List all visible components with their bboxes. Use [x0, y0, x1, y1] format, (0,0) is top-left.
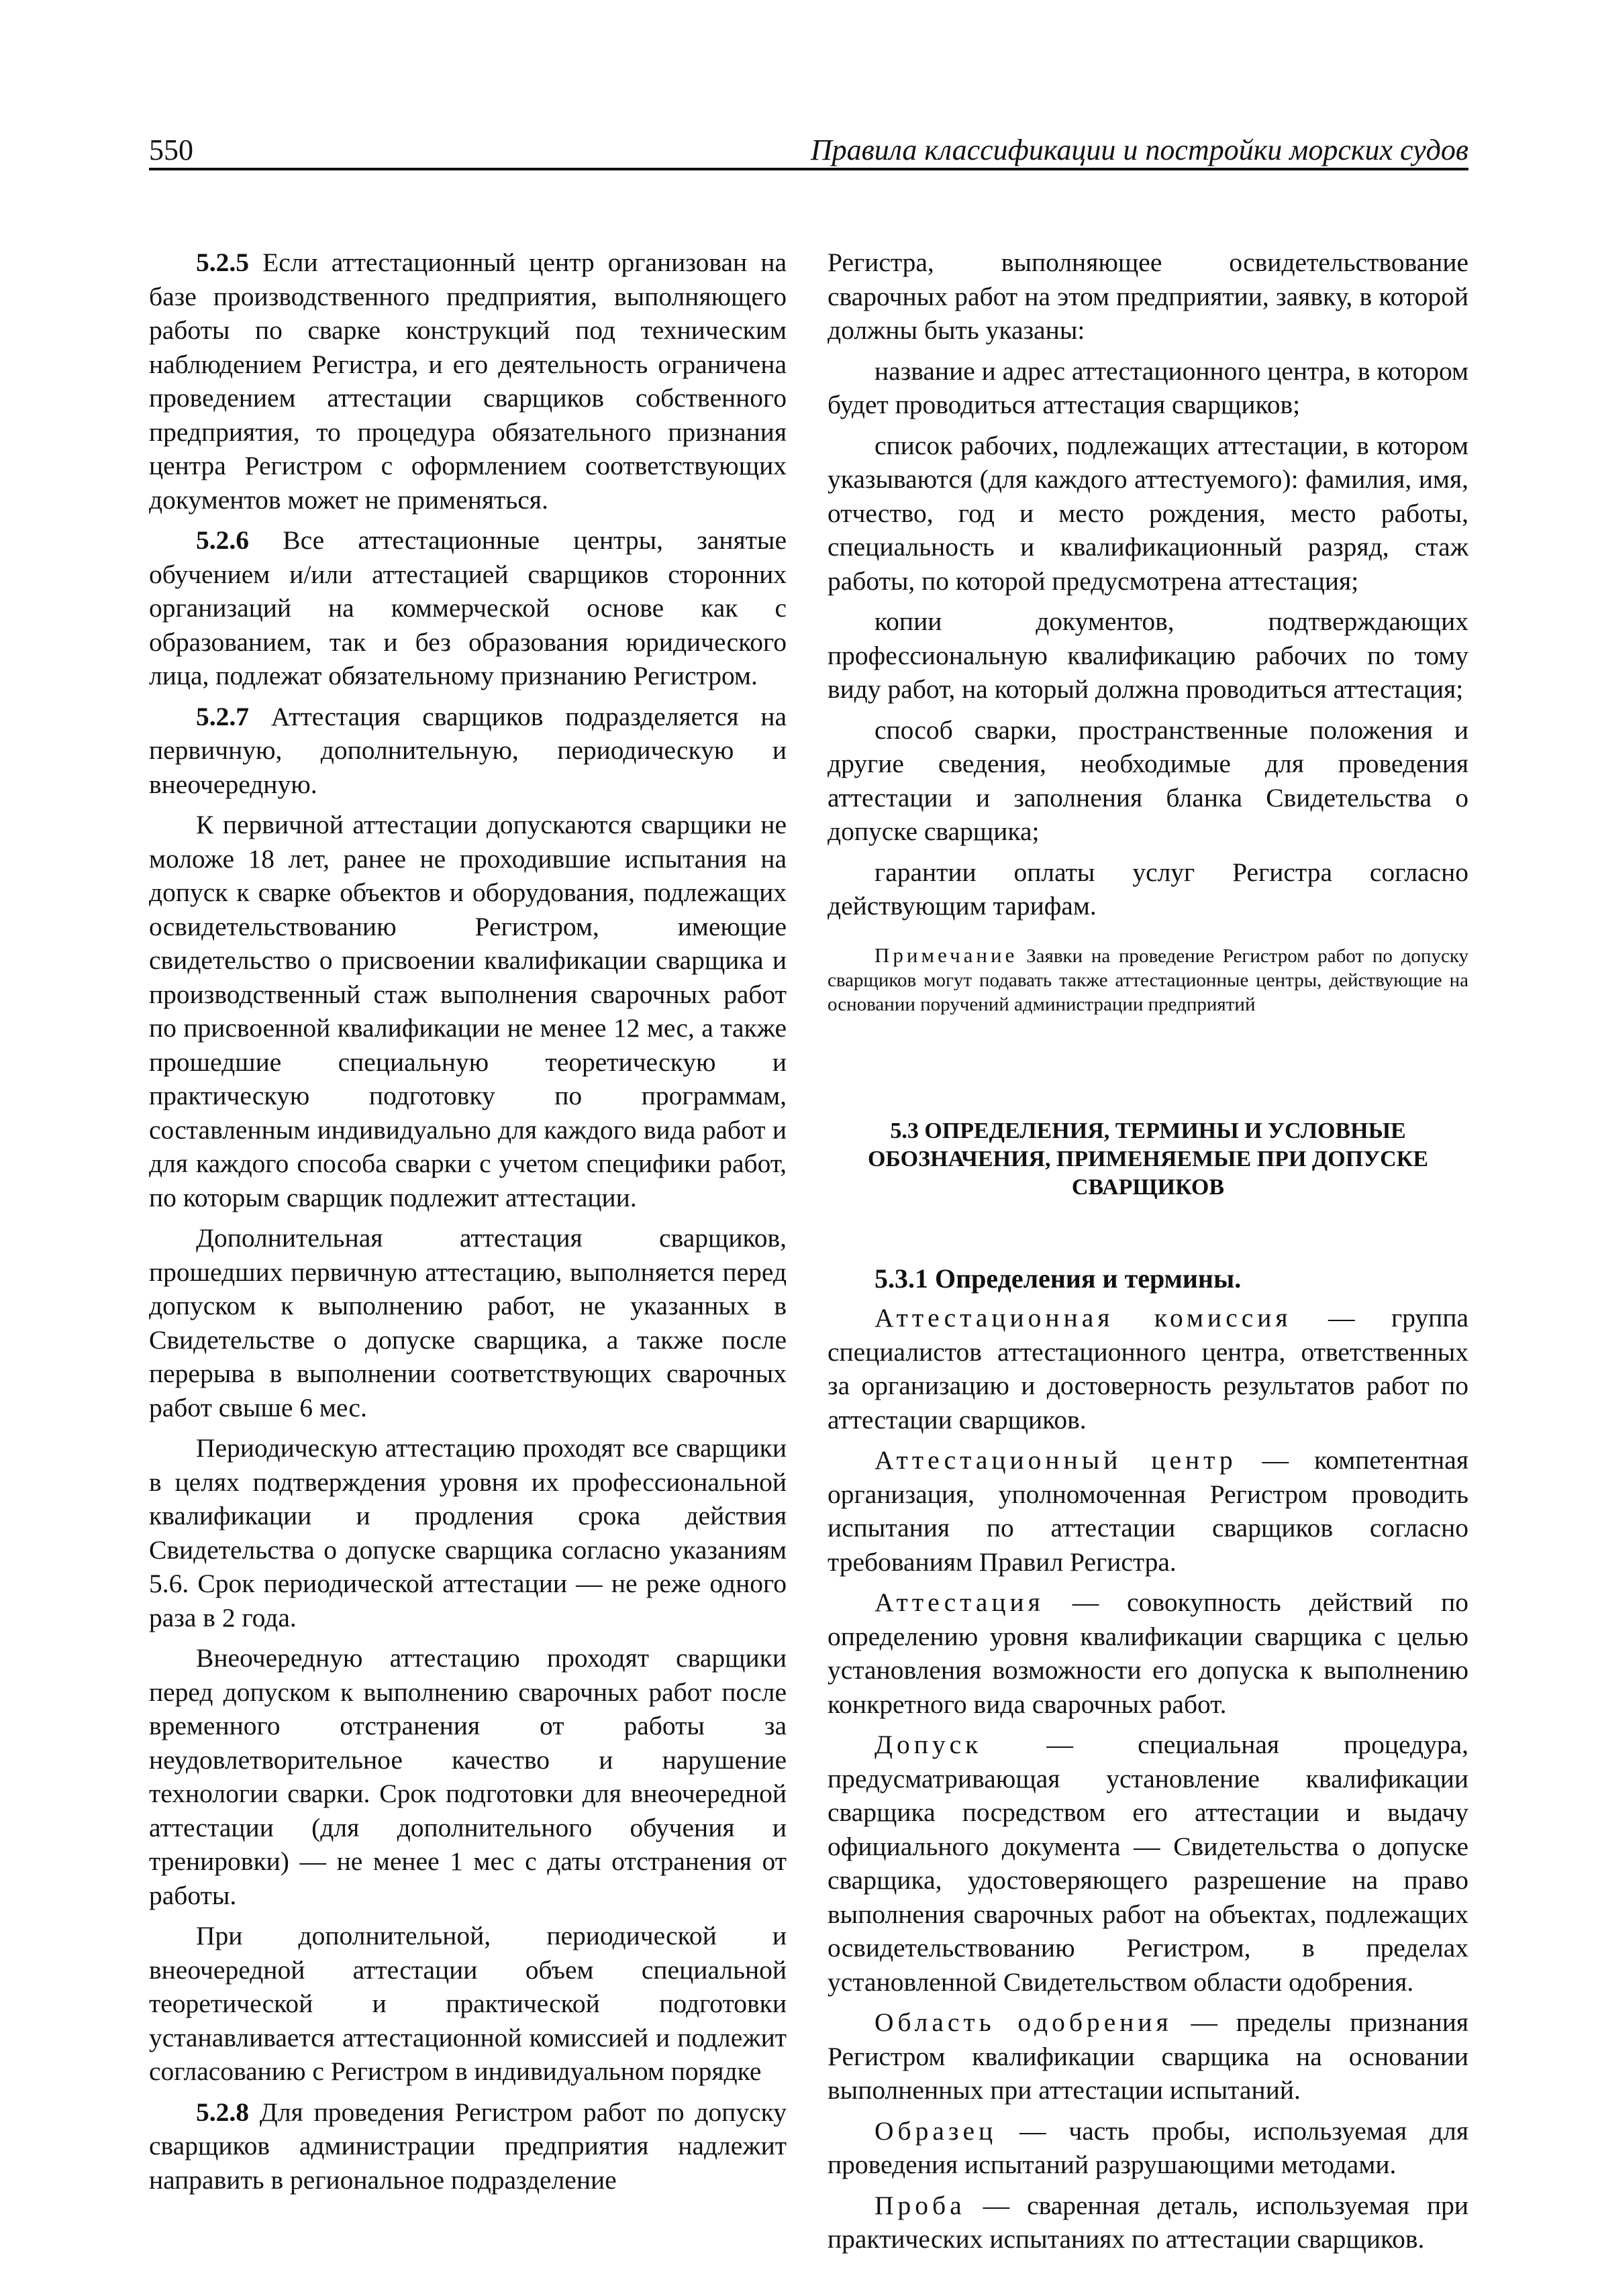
section-heading: 5.3 ОПРЕДЕЛЕНИЯ, ТЕРМИНЫ И УСЛОВНЫЕ ОБОЗНАЧЕНИЯ, ПРИМЕНЯЕМЫЕ ПРИ ДОПУСКЕ СВАРЩИКОВ — [867, 1118, 1429, 1200]
definition-term: Проба — [875, 2190, 966, 2220]
paragraph-5-2-8 — [149, 2095, 787, 2197]
definition — [828, 2189, 1468, 2256]
definition-text: — совокупность действий по определению уровня квалификации сварщика с целью установления возможности его допуска к выполнению конкретного вида сварочных работ. — [828, 1587, 1468, 1719]
left-column — [149, 246, 787, 2203]
definition — [828, 2005, 1468, 2107]
definition-term: Образец — [875, 2116, 997, 2146]
definition-term: Область одобрения — [875, 2007, 1172, 2037]
paragraph-primary-attestation: К первичной аттестации допускаются сварщики не моложе 18 лет, ранее не проходившие испытания на допуск к сварке объектов и оборудования, подлежащих освидетельствованию Регистром, имеющие свидетельство о присвоении квалификации сварщика и производственный стаж выполнения сварочных работ по присвоенной квалификации не менее 12 мес, а также прошедшие специальную теоретическую и практическую подготовку по программам, составленным индивидуально для каждого вида работ и для каждого способа сварки с учетом специфики работ, по которым сварщик подлежит аттестации. — [149, 810, 787, 1212]
list-item: способ сварки, пространственные положения и другие сведения, необходимые для проведения аттестации и заполнения бланка Свидетельства о допуске сварщика; — [828, 715, 1468, 846]
right-column — [828, 246, 1468, 2263]
page-header — [149, 132, 1468, 170]
clause-number: 5.2.5 — [196, 248, 249, 277]
paragraph-text: Если аттестационный центр организован на базе производственного предприятия, выполняющего работы по сварке конструкций под техническим наблюдением Регистра, и его деятельность ограничена проведением аттестации сварщиков собственного предприятия, то процедура обязательного признания центра Регистром с оформлением соответствующих документов может не применяться. — [149, 248, 787, 515]
clause-number: 5.2.6 — [196, 525, 249, 555]
paragraph-text: Все аттестационные центры, занятые обучением и/или аттестацией сварщиков сторонних организаций на коммерческой основе как с образованием, так и без образования юридического лица, подлежат обязательному признанию Регистром. — [149, 525, 787, 690]
running-title: Правила классификации и постройки морских судов — [810, 134, 1468, 166]
paragraph-text: Для проведения Регистром работ по допуску сварщиков администрации предприятия надлежит направить в региональное подразделение — [149, 2097, 787, 2195]
subsection-heading: 5.3.1 Определения и термины. — [875, 1263, 1242, 1294]
paragraph-5-2-7 — [149, 700, 787, 802]
list-item: название и адрес аттестационного центра, в котором будет проводиться аттестация сварщиков; — [828, 356, 1468, 419]
paragraph-5-2-6 — [149, 523, 787, 693]
definition-term: Допуск — [875, 1730, 983, 1759]
definition — [828, 1301, 1468, 1437]
note — [828, 943, 1468, 1016]
definition — [828, 2114, 1468, 2182]
paragraph-text: Аттестация сварщиков подразделяется на первичную, дополнительную, периодическую и внеочередную. — [149, 701, 787, 799]
definition-term: Аттестационная комиссия — [875, 1303, 1292, 1333]
list-item: гарантии оплаты услуг Регистра согласно действующим тарифам. — [828, 857, 1468, 921]
note-label: Примечание — [875, 943, 1018, 967]
paragraph-continuation: Регистра, выполняющее освидетельствование сварочных работ на этом предприятии, заявку, в которой должны быть указаны: — [828, 248, 1468, 345]
definition — [828, 1585, 1468, 1721]
paragraph-training-scope: При дополнительной, периодической и внеочередной аттестации объем специальной теоретической и практической подготовки устанавливается аттестационной комиссией и подлежит согласованию с Регистром в индивидуальном порядке — [149, 1921, 787, 2086]
definition-term: Аттестационный центр — [875, 1445, 1237, 1475]
definition-text: — пределы признания Регистром квалификации сварщика на основании выполненных при аттестации испытаний. — [828, 2007, 1468, 2105]
paragraph-periodic-attestation: Периодическую аттестацию проходят все сварщики в целях подтверждения уровня их профессиональной квалификации и продления срока действия Свидетельства о допуске сварщика согласно указаниям 5.6. Срок периодической аттестации — не реже одного раза в 2 года. — [149, 1433, 787, 1632]
paragraph-extraordinary-attestation: Внеочередную аттестацию проходят сварщики перед допуском к выполнению сварочных работ после временного отстранения от работы за неудовлетворительное качество и нарушение технологии сварки. Срок подготовки для внеочередной аттестации (для дополнительного обучения и тренировки) — не менее 1 мес с даты отстранения от работы. — [149, 1643, 787, 1910]
clause-number: 5.2.7 — [196, 701, 249, 731]
definition — [828, 1728, 1468, 1999]
note-text: Заявки на проведение Регистром работ по допуску сварщиков могут подавать также аттестационные центры, действующие на основании поручений администрации предприятий — [828, 945, 1468, 1015]
list-item: копии документов, подтверждающих профессиональную квалификацию рабочих по тому виду работ, на который должна проводиться аттестация; — [828, 607, 1468, 704]
clause-number: 5.2.8 — [196, 2097, 249, 2127]
definition-text: — компетентная организация, уполномоченная Регистром проводить испытания по аттестации сварщиков согласно требованиям Правил Регистра. — [828, 1445, 1468, 1577]
definition-text: — группа специалистов аттестационного центра, ответственных за организацию и достоверность результатов работ по аттестации сварщиков. — [828, 1303, 1468, 1434]
definition-term: Аттестация — [875, 1587, 1044, 1617]
page-number: 550 — [149, 134, 193, 166]
definition-text: — часть пробы, используемая для проведения испытаний разрушающими методами. — [828, 2116, 1468, 2179]
list-item: список рабочих, подлежащих аттестации, в котором указываются (для каждого аттестуемого): фамилия, имя, отчество, год и место рождения, место работы, специальность и квалификационный разряд, стаж работы, по которой предусмотрена аттестация; — [828, 430, 1468, 596]
paragraph-5-2-5 — [149, 246, 787, 517]
definition-text: — сваренная деталь, используемая при практических испытаниях по аттестации сварщиков. — [828, 2190, 1468, 2254]
definition — [828, 1443, 1468, 1579]
definition-text: — специальная процедура, предусматривающая установление квалификации сварщика посредством его аттестации и выдачу официального документа — Свидетельства о допуске сварщика, удостоверяющего разрешение на право выполнения сварочных работ на объектах, подлежащих освидетельствованию Регистром, в пределах установленной Свидетельством области одобрения. — [828, 1730, 1468, 1997]
paragraph-additional-attestation: Дополнительная аттестация сварщиков, прошедших первичную аттестацию, выполняется перед допуском к выполнению работ, не указанных в Свидетельстве о допуске сварщика, а также после перерыва в выполнении соответствующих сварочных работ свыше 6 мес. — [149, 1223, 787, 1422]
